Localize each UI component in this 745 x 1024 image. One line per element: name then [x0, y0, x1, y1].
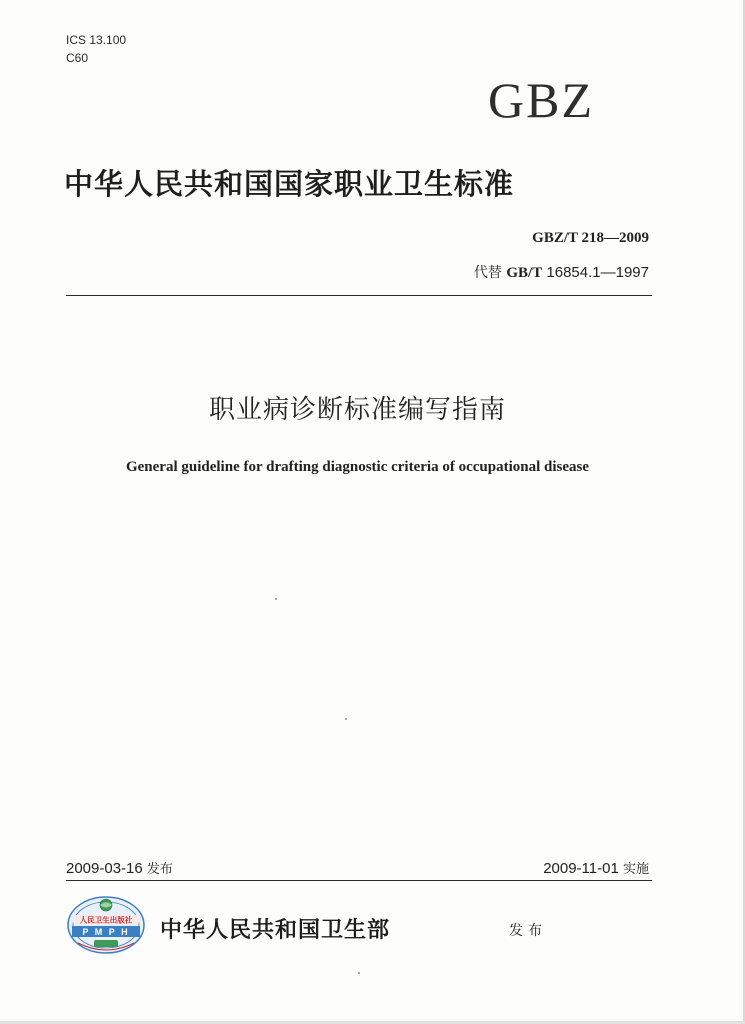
paper-speck	[358, 972, 360, 974]
publisher-logo	[66, 893, 148, 955]
standard-number: GBZ/T 218—2009	[532, 230, 649, 246]
ics-code: ICS 13.100	[66, 33, 127, 47]
issue-date-value: 2009-03-16	[66, 860, 143, 877]
publisher-name: 中华人民共和国卫生部	[160, 917, 391, 943]
publish-label: 发布	[509, 923, 547, 939]
classification-codes	[66, 31, 126, 67]
implementation-date-label: 实施	[622, 862, 649, 877]
paper-speck	[345, 718, 347, 720]
replaces-label: 代替	[473, 265, 507, 281]
ccs-code: C60	[66, 51, 89, 65]
implementation-date-value: 2009-11-01	[543, 860, 619, 877]
replaces-prefix: GB/T	[506, 265, 543, 281]
implementation-date	[543, 858, 649, 877]
document-title-zh: 职业病诊断标准编写指南	[208, 395, 506, 425]
top-divider	[66, 295, 652, 296]
replaces-number: 16854.1—1997	[542, 264, 649, 281]
publisher-logo-text-top: 人民卫生出版社	[79, 915, 133, 925]
standard-category-title: 中华人民共和国国家职业卫生标准	[64, 167, 515, 201]
paper-speck	[275, 598, 277, 600]
issue-date	[66, 858, 173, 877]
publisher-logo-text-bottom: P M P H	[82, 927, 130, 937]
document-title-en: General guideline for drafting diagnostic criteria of occupational disease	[125, 459, 589, 475]
gbz-logo: GBZ	[488, 72, 594, 128]
replaces-standard	[474, 262, 649, 282]
bottom-divider	[66, 880, 652, 881]
issue-date-label: 发布	[146, 862, 173, 877]
